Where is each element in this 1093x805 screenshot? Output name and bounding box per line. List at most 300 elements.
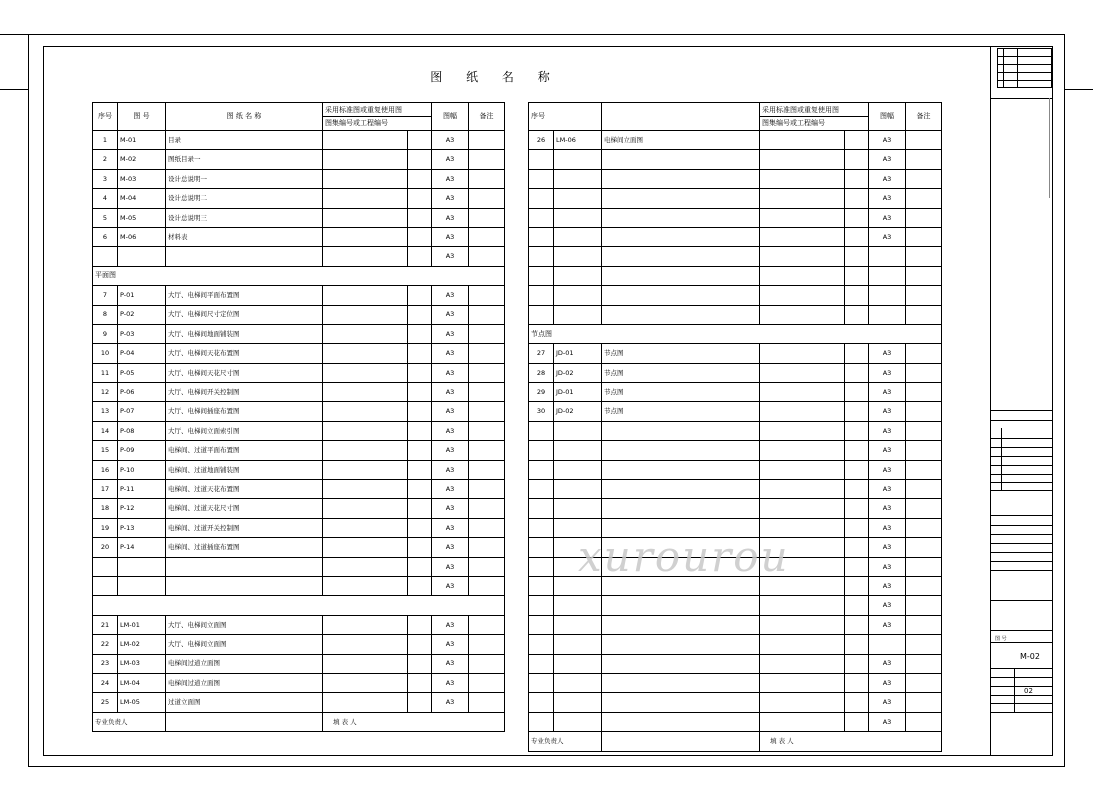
row-note bbox=[906, 169, 942, 188]
row-ref-a bbox=[323, 538, 408, 557]
row-name bbox=[602, 635, 760, 654]
row-ref-b bbox=[408, 518, 432, 537]
row-size: A3 bbox=[869, 189, 906, 208]
row-note bbox=[906, 189, 942, 208]
row-code bbox=[118, 576, 166, 595]
row-code bbox=[118, 247, 166, 266]
row-name: 节点图 bbox=[602, 363, 760, 382]
row-size: A3 bbox=[432, 286, 469, 305]
row-note bbox=[469, 518, 505, 537]
row-ref-b bbox=[845, 460, 869, 479]
row-name bbox=[602, 150, 760, 169]
row-seq: 11 bbox=[93, 363, 118, 382]
row-ref-a bbox=[323, 557, 408, 576]
tb-line bbox=[991, 456, 1053, 457]
trim-mark bbox=[0, 34, 28, 35]
row-code: P-04 bbox=[118, 344, 166, 363]
row-size: A3 bbox=[432, 169, 469, 188]
row-size: A3 bbox=[432, 518, 469, 537]
row-size: A3 bbox=[869, 480, 906, 499]
table-row bbox=[93, 441, 505, 460]
row-code bbox=[118, 557, 166, 576]
row-note bbox=[906, 441, 942, 460]
row-size: A3 bbox=[869, 441, 906, 460]
section-title: 节点图 bbox=[529, 324, 942, 343]
row-seq: 15 bbox=[93, 441, 118, 460]
table-row bbox=[529, 150, 942, 169]
row-ref-a bbox=[323, 421, 408, 440]
tb-line bbox=[991, 686, 1053, 687]
row-note bbox=[906, 480, 942, 499]
row-note bbox=[906, 305, 942, 324]
row-name: 电梯间立面图 bbox=[602, 131, 760, 150]
row-note bbox=[906, 383, 942, 402]
row-size: A3 bbox=[869, 538, 906, 557]
row-ref-b bbox=[408, 208, 432, 227]
row-size: A3 bbox=[432, 499, 469, 518]
row-name: 图纸目录一 bbox=[166, 150, 323, 169]
row-name bbox=[602, 247, 760, 266]
row-seq: 7 bbox=[93, 286, 118, 305]
row-code bbox=[554, 635, 602, 654]
tb-line bbox=[991, 534, 1053, 535]
row-ref-a bbox=[760, 654, 845, 673]
row-size: A3 bbox=[432, 344, 469, 363]
tb-line bbox=[991, 465, 1053, 466]
row-ref-b bbox=[845, 635, 869, 654]
row-ref-a bbox=[323, 576, 408, 595]
row-note bbox=[906, 208, 942, 227]
row-size: A3 bbox=[869, 227, 906, 246]
row-code: P-10 bbox=[118, 460, 166, 479]
tb-line bbox=[991, 668, 1053, 669]
row-seq bbox=[529, 441, 554, 460]
header-size: 图幅 bbox=[869, 103, 906, 131]
row-note bbox=[469, 189, 505, 208]
row-size: A3 bbox=[432, 421, 469, 440]
row-ref-a bbox=[760, 421, 845, 440]
row-name: 大厅、电梯间地面铺装图 bbox=[166, 324, 323, 343]
header-seq: 序号 bbox=[529, 103, 602, 131]
row-seq: 2 bbox=[93, 150, 118, 169]
row-ref-b bbox=[408, 363, 432, 382]
table-row bbox=[93, 169, 505, 188]
table-row bbox=[529, 208, 942, 227]
row-name: 大厅、电梯间立面图 bbox=[166, 635, 323, 654]
table-row bbox=[93, 654, 505, 673]
row-ref-b bbox=[845, 654, 869, 673]
table-row bbox=[529, 480, 942, 499]
row-note bbox=[906, 654, 942, 673]
row-note bbox=[469, 635, 505, 654]
table-row bbox=[93, 673, 505, 692]
row-note bbox=[906, 363, 942, 382]
row-seq bbox=[529, 421, 554, 440]
row-name: 电梯间、过道插座布置图 bbox=[166, 538, 323, 557]
row-code: P-05 bbox=[118, 363, 166, 382]
row-ref-b bbox=[845, 673, 869, 692]
row-size: A3 bbox=[432, 654, 469, 673]
row-code: P-03 bbox=[118, 324, 166, 343]
row-size: A3 bbox=[432, 363, 469, 382]
row-seq bbox=[529, 266, 554, 285]
row-name bbox=[602, 460, 760, 479]
row-ref-a bbox=[760, 460, 845, 479]
row-name bbox=[602, 227, 760, 246]
row-ref-a bbox=[760, 344, 845, 363]
table-row bbox=[529, 131, 942, 150]
row-code bbox=[554, 712, 602, 731]
row-ref-b bbox=[845, 518, 869, 537]
row-ref-a bbox=[760, 596, 845, 615]
row-name bbox=[602, 169, 760, 188]
tb-line bbox=[997, 72, 1052, 73]
row-name: 大厅、电梯间天花布置图 bbox=[166, 344, 323, 363]
row-ref-a bbox=[760, 227, 845, 246]
tb-line bbox=[991, 677, 1053, 678]
row-code: M-04 bbox=[118, 189, 166, 208]
table-row bbox=[93, 324, 505, 343]
row-seq: 17 bbox=[93, 480, 118, 499]
row-note bbox=[906, 402, 942, 421]
row-size: A3 bbox=[869, 169, 906, 188]
tb-line bbox=[991, 695, 1053, 696]
header-size: 图幅 bbox=[432, 103, 469, 131]
footer-row bbox=[529, 732, 942, 751]
row-code: M-06 bbox=[118, 227, 166, 246]
row-size: A3 bbox=[432, 557, 469, 576]
table-row bbox=[93, 615, 505, 634]
table-row bbox=[93, 150, 505, 169]
watermark: xurourou bbox=[578, 532, 790, 581]
row-size: A3 bbox=[869, 383, 906, 402]
table-row bbox=[529, 227, 942, 246]
tb-line bbox=[991, 552, 1053, 553]
drawing-list-left bbox=[92, 102, 505, 732]
row-name: 设计总说明一 bbox=[166, 169, 323, 188]
row-seq bbox=[529, 150, 554, 169]
row-ref-b bbox=[408, 460, 432, 479]
row-note bbox=[906, 712, 942, 731]
row-name: 电梯间、过道开关控制图 bbox=[166, 518, 323, 537]
section-title bbox=[93, 596, 505, 615]
row-name: 节点图 bbox=[602, 383, 760, 402]
tb-line bbox=[997, 56, 1052, 57]
row-code: M-02 bbox=[118, 150, 166, 169]
row-ref-a bbox=[760, 247, 845, 266]
row-ref-b bbox=[845, 247, 869, 266]
table-row bbox=[529, 247, 942, 266]
table-row bbox=[529, 499, 942, 518]
row-name: 电梯间过道立面图 bbox=[166, 673, 323, 692]
row-ref-b bbox=[408, 402, 432, 421]
row-size: A3 bbox=[432, 538, 469, 557]
row-note bbox=[906, 266, 942, 285]
row-name: 电梯间、过道平面布置图 bbox=[166, 441, 323, 460]
row-name: 电梯间过道立面图 bbox=[166, 654, 323, 673]
row-seq: 4 bbox=[93, 189, 118, 208]
row-code: P-13 bbox=[118, 518, 166, 537]
row-name: 大厅、电梯间立面图 bbox=[166, 615, 323, 634]
row-code: M-01 bbox=[118, 131, 166, 150]
row-ref-b bbox=[845, 576, 869, 595]
row-name: 电梯间、过道地面铺装图 bbox=[166, 460, 323, 479]
row-ref-a bbox=[760, 383, 845, 402]
row-note bbox=[469, 324, 505, 343]
row-code bbox=[554, 441, 602, 460]
row-note bbox=[469, 344, 505, 363]
row-note bbox=[469, 150, 505, 169]
table-row bbox=[93, 635, 505, 654]
row-seq: 29 bbox=[529, 383, 554, 402]
tb-line bbox=[991, 98, 1053, 99]
table-row bbox=[93, 131, 505, 150]
row-code: P-08 bbox=[118, 421, 166, 440]
row-code: M-03 bbox=[118, 169, 166, 188]
row-size: A3 bbox=[432, 189, 469, 208]
row-ref-a bbox=[760, 189, 845, 208]
page-title: 图 纸 名 称 bbox=[430, 70, 560, 84]
row-ref-b bbox=[408, 441, 432, 460]
row-ref-b bbox=[408, 150, 432, 169]
row-ref-b bbox=[408, 383, 432, 402]
row-ref-a bbox=[760, 673, 845, 692]
version-number: 02 bbox=[1024, 687, 1033, 695]
table-row bbox=[529, 363, 942, 382]
row-ref-a bbox=[323, 383, 408, 402]
row-note bbox=[469, 286, 505, 305]
row-code bbox=[554, 208, 602, 227]
row-size: A3 bbox=[869, 712, 906, 731]
row-seq bbox=[93, 247, 118, 266]
trim-mark bbox=[1065, 89, 1093, 90]
row-ref-b bbox=[845, 538, 869, 557]
row-size: A3 bbox=[432, 402, 469, 421]
row-ref-b bbox=[845, 421, 869, 440]
row-note bbox=[906, 131, 942, 150]
sheet-label: 图 号 bbox=[995, 636, 1007, 642]
row-name bbox=[602, 615, 760, 634]
row-size: A3 bbox=[869, 208, 906, 227]
row-seq bbox=[529, 518, 554, 537]
row-seq: 10 bbox=[93, 344, 118, 363]
row-code: P-09 bbox=[118, 441, 166, 460]
row-note bbox=[906, 596, 942, 615]
row-ref-b bbox=[845, 499, 869, 518]
row-ref-a bbox=[760, 169, 845, 188]
row-code: JD-01 bbox=[554, 344, 602, 363]
row-ref-a bbox=[760, 208, 845, 227]
row-name bbox=[602, 480, 760, 499]
tb-line bbox=[997, 64, 1052, 65]
row-seq bbox=[529, 169, 554, 188]
table-row bbox=[529, 615, 942, 634]
tb-line bbox=[1017, 48, 1018, 88]
header-reference bbox=[760, 103, 869, 131]
row-seq: 22 bbox=[93, 635, 118, 654]
row-note bbox=[469, 693, 505, 712]
row-ref-a bbox=[323, 635, 408, 654]
row-size: A3 bbox=[869, 693, 906, 712]
table-row bbox=[529, 654, 942, 673]
trim-mark bbox=[0, 89, 28, 90]
row-code: LM-06 bbox=[554, 131, 602, 150]
row-name: 大厅、电梯间插座布置图 bbox=[166, 402, 323, 421]
row-seq: 3 bbox=[93, 169, 118, 188]
row-size: A3 bbox=[432, 208, 469, 227]
table-row bbox=[529, 712, 942, 731]
row-seq: 8 bbox=[93, 305, 118, 324]
row-ref-b bbox=[408, 557, 432, 576]
row-seq: 13 bbox=[93, 402, 118, 421]
section-title: 平面图 bbox=[93, 266, 505, 285]
row-ref-a bbox=[323, 673, 408, 692]
row-name: 大厅、电梯间平面布置图 bbox=[166, 286, 323, 305]
row-ref-b bbox=[408, 480, 432, 499]
tb-line bbox=[991, 712, 1053, 713]
row-name: 设计总说明二 bbox=[166, 189, 323, 208]
row-size: A3 bbox=[432, 150, 469, 169]
row-code bbox=[554, 169, 602, 188]
row-ref-b bbox=[845, 363, 869, 382]
row-ref-a bbox=[323, 518, 408, 537]
row-seq: 30 bbox=[529, 402, 554, 421]
row-ref-b bbox=[408, 305, 432, 324]
row-name bbox=[166, 247, 323, 266]
header-note: 备注 bbox=[469, 103, 505, 131]
row-seq bbox=[529, 615, 554, 634]
row-note bbox=[906, 247, 942, 266]
row-name: 过道立面图 bbox=[166, 693, 323, 712]
row-ref-a bbox=[760, 615, 845, 634]
tb-line bbox=[991, 515, 1053, 516]
header-ref-top: 采用标准图或重复使用图 bbox=[323, 104, 431, 117]
row-size: A3 bbox=[869, 654, 906, 673]
tb-line bbox=[991, 438, 1053, 439]
row-name bbox=[602, 596, 760, 615]
table-row bbox=[93, 693, 505, 712]
row-ref-a bbox=[760, 402, 845, 421]
row-size: A3 bbox=[869, 673, 906, 692]
row-ref-a bbox=[323, 286, 408, 305]
table-row bbox=[529, 266, 942, 285]
footer-lead-label: 专业负责人 bbox=[529, 732, 602, 751]
row-size: A3 bbox=[869, 460, 906, 479]
row-code: P-06 bbox=[118, 383, 166, 402]
row-name: 大厅、电梯间天花尺寸图 bbox=[166, 363, 323, 382]
row-code bbox=[554, 499, 602, 518]
row-code: P-11 bbox=[118, 480, 166, 499]
row-note bbox=[469, 460, 505, 479]
table-row bbox=[93, 499, 505, 518]
row-ref-b bbox=[408, 169, 432, 188]
table-row bbox=[93, 344, 505, 363]
row-name: 节点图 bbox=[602, 344, 760, 363]
row-code bbox=[554, 150, 602, 169]
row-size: A3 bbox=[432, 227, 469, 246]
row-size bbox=[869, 305, 906, 324]
table-row bbox=[93, 227, 505, 246]
row-ref-b bbox=[845, 150, 869, 169]
title-block-divider bbox=[990, 46, 991, 756]
row-ref-b bbox=[408, 227, 432, 246]
row-seq: 12 bbox=[93, 383, 118, 402]
row-seq bbox=[529, 305, 554, 324]
row-code: P-02 bbox=[118, 305, 166, 324]
row-ref-a bbox=[323, 305, 408, 324]
row-note bbox=[469, 538, 505, 557]
row-note bbox=[906, 518, 942, 537]
row-code: P-12 bbox=[118, 499, 166, 518]
row-size: A3 bbox=[869, 402, 906, 421]
row-note bbox=[469, 383, 505, 402]
row-ref-b bbox=[845, 266, 869, 285]
footer-lead-value bbox=[602, 732, 760, 751]
row-code bbox=[554, 421, 602, 440]
row-name bbox=[602, 208, 760, 227]
row-seq bbox=[529, 635, 554, 654]
table-row bbox=[529, 673, 942, 692]
row-seq: 26 bbox=[529, 131, 554, 150]
row-seq bbox=[529, 286, 554, 305]
footer-row bbox=[93, 712, 505, 731]
row-ref-b bbox=[845, 441, 869, 460]
row-ref-a bbox=[323, 324, 408, 343]
row-size: A3 bbox=[432, 673, 469, 692]
row-ref-a bbox=[323, 441, 408, 460]
tb-line bbox=[991, 703, 1053, 704]
row-size: A3 bbox=[869, 150, 906, 169]
row-ref-b bbox=[408, 615, 432, 634]
row-note bbox=[469, 421, 505, 440]
row-ref-b bbox=[845, 557, 869, 576]
row-seq: 16 bbox=[93, 460, 118, 479]
table-row bbox=[93, 383, 505, 402]
row-ref-a bbox=[323, 402, 408, 421]
row-name bbox=[166, 557, 323, 576]
row-size: A3 bbox=[432, 324, 469, 343]
row-code bbox=[554, 480, 602, 499]
row-ref-a bbox=[323, 654, 408, 673]
row-ref-a bbox=[323, 499, 408, 518]
tb-line bbox=[991, 561, 1053, 562]
row-ref-b bbox=[408, 576, 432, 595]
row-size: A3 bbox=[432, 131, 469, 150]
row-seq: 20 bbox=[93, 538, 118, 557]
table-row bbox=[529, 189, 942, 208]
row-ref-a bbox=[323, 169, 408, 188]
row-seq bbox=[529, 460, 554, 479]
table-row bbox=[529, 305, 942, 324]
row-name bbox=[602, 266, 760, 285]
header-ref-bottom: 图集编号或工程编号 bbox=[762, 119, 825, 127]
row-name bbox=[602, 499, 760, 518]
row-note bbox=[469, 169, 505, 188]
tb-line bbox=[991, 474, 1053, 475]
row-seq: 9 bbox=[93, 324, 118, 343]
row-code bbox=[554, 460, 602, 479]
row-size: A3 bbox=[432, 615, 469, 634]
table-row bbox=[93, 363, 505, 382]
table-row bbox=[93, 208, 505, 227]
row-ref-b bbox=[845, 480, 869, 499]
row-ref-a bbox=[323, 131, 408, 150]
footer-filler-label: 填 表 人 bbox=[323, 712, 505, 731]
row-note bbox=[469, 673, 505, 692]
row-size bbox=[869, 286, 906, 305]
row-seq bbox=[529, 557, 554, 576]
table-row bbox=[93, 460, 505, 479]
